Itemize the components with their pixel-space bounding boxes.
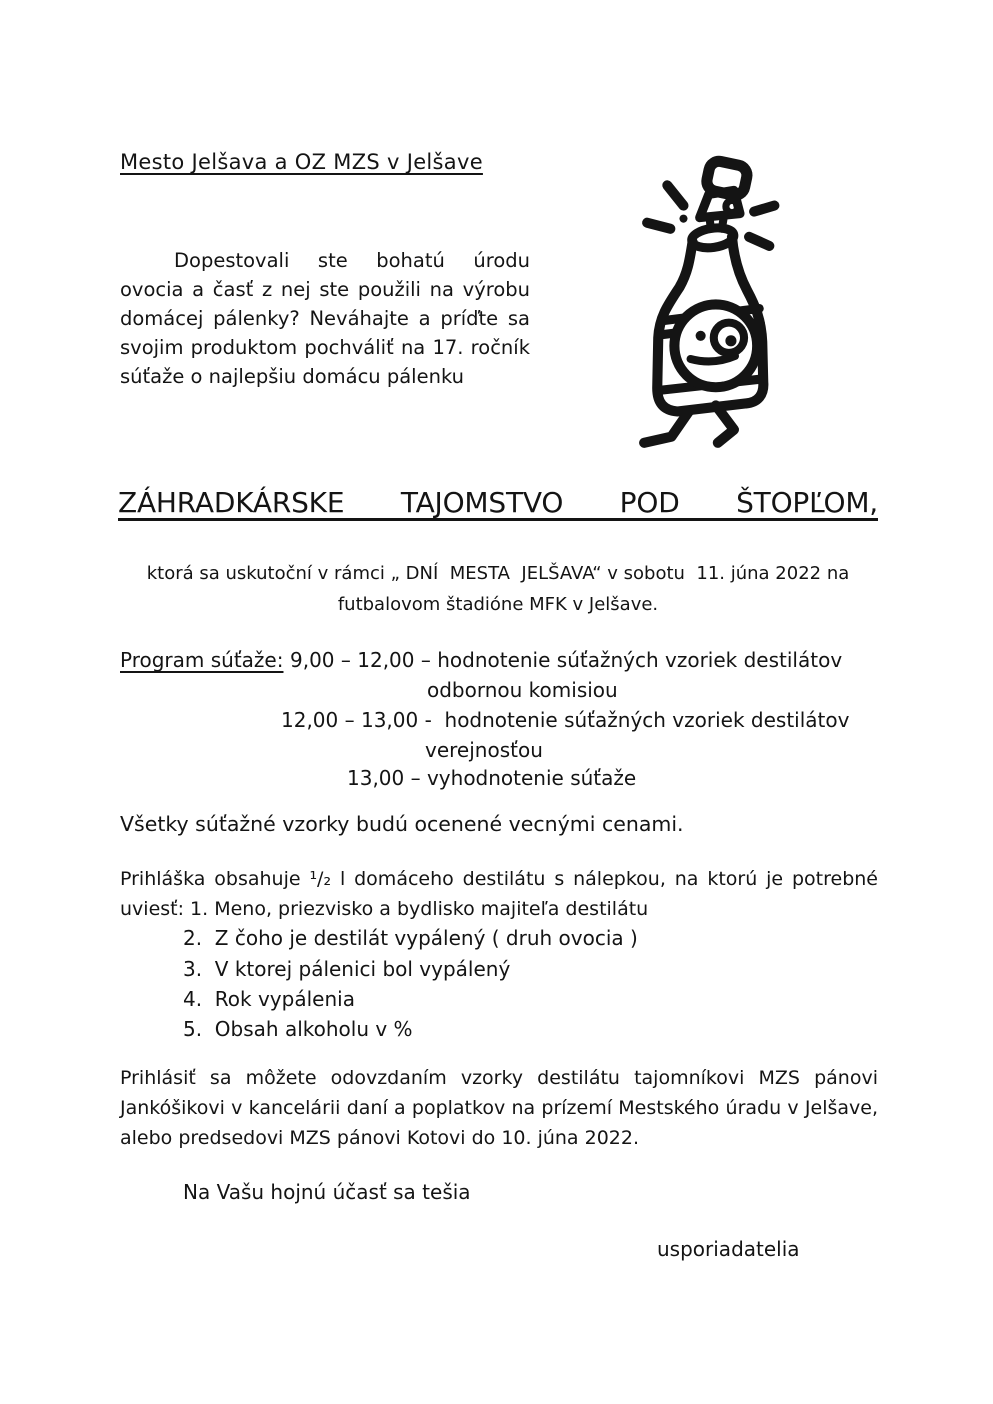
subtitle-line-2: futbalovom štadióne MFK v Jelšave.	[337, 594, 659, 615]
program-row: verejnosťou	[425, 738, 543, 762]
closing-line: Na Vašu hojnú účasť sa tešia	[183, 1180, 471, 1204]
list-item: 5. Obsah alkoholu v %	[183, 1017, 413, 1041]
submission-paragraph: Prihlásiť sa môžete odovzdaním vzorky destilátu tajomníkovi MZS pánovi Jankóšikovi v kancelárii daní a poplatkov na prízemí Mestského úradu v Jelšave, alebo predsedovi MZS pánovi Kotovi do 10. júna 2022.	[120, 1067, 878, 1149]
program-row: 12,00 – 13,00 - hodnotenie súťažných vzoriek destilátov	[281, 708, 850, 732]
program-row: 13,00 – vyhodnotenie súťaže	[347, 766, 637, 790]
subtitle-line-1: ktorá sa uskutoční v rámci „ DNÍ MESTA JELŠAVA“ v sobotu 11. júna 2022 na	[146, 563, 850, 584]
list-item: 4. Rok vypálenia	[183, 987, 355, 1011]
cork-icon	[700, 159, 749, 228]
signature: usporiadatelia	[657, 1237, 800, 1261]
bottle-face-icon	[674, 304, 757, 387]
program-row: 9,00 – 12,00 – hodnotenie súťažných vzoriek destilátov	[290, 648, 843, 672]
intro-paragraph: Dopestovali ste bohatú úrodu ovocia a časť z nej ste použili na výrobu domácej pálenky? Neváhajte a príďte sa svojim produktom pochváliť na 17. ročník súťaže o najlepšiu domácu pálenku	[120, 249, 530, 388]
walking-bottle-popping-cork-icon	[626, 148, 850, 466]
bottle-legs	[644, 405, 734, 442]
program-row: odbornou komisiou	[427, 678, 618, 702]
program-label: Program súťaže:	[120, 648, 284, 672]
list-item: 3. V ktorej pálenici bol vypálený	[183, 957, 511, 981]
list-item: 2. Z čoho je destilát vypálený ( druh ovocia )	[183, 926, 638, 950]
event-title: ZÁHRADKÁRSKE TAJOMSTVO POD ŠTOPĽOM,	[118, 486, 878, 519]
entry-requirements-paragraph: Prihláška obsahuje ¹/₂ l domáceho destilátu s nálepkou, na ktorú je potrebné uviesť: 1. Meno, priezvisko a bydlisko majiteľa destilátu	[120, 868, 878, 920]
prizes-note: Všetky súťažné vzorky budú ocenené vecnými cenami.	[120, 812, 684, 836]
organizer-header: Mesto Jelšava a OZ MZS v Jelšave	[120, 150, 483, 174]
event-subtitle	[108, 558, 888, 620]
